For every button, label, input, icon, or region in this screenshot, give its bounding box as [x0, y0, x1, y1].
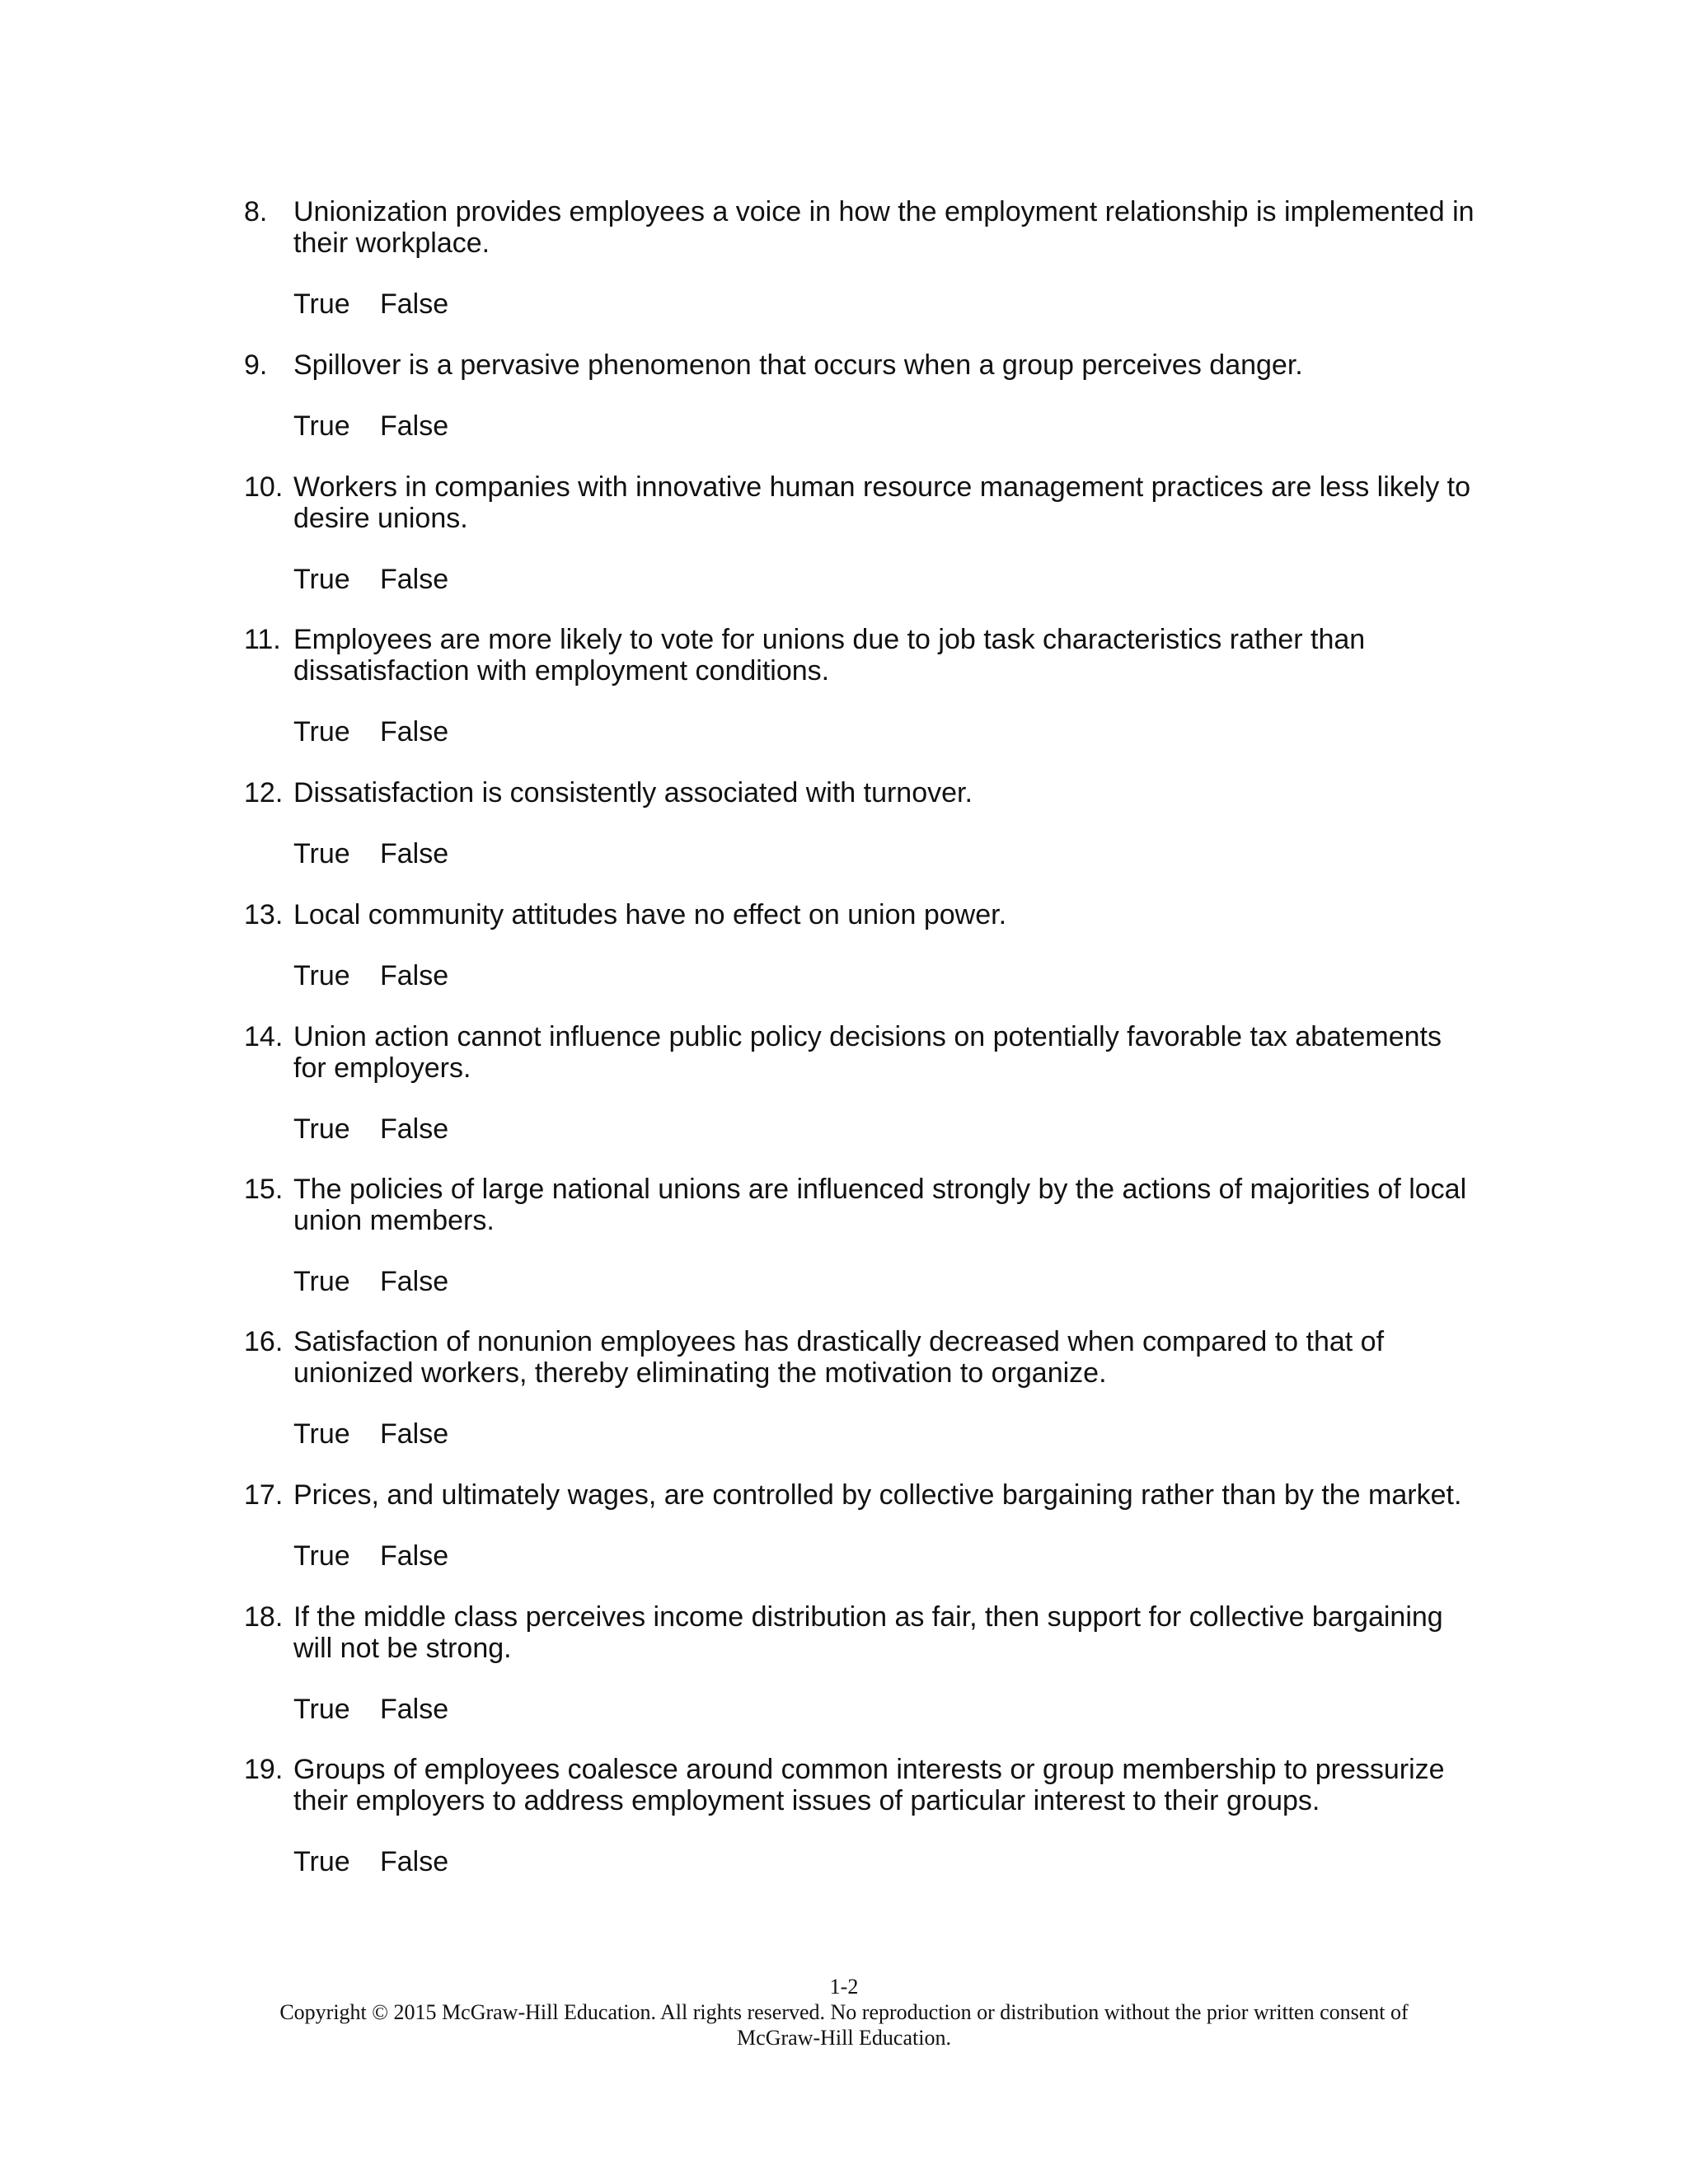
answer-options [293, 1846, 448, 1877]
option-true[interactable]: True [293, 1846, 350, 1877]
page-number: 1-2 [829, 1975, 859, 1999]
answer-options [293, 1266, 448, 1297]
question-text: Employees are more likely to vote for unions due to job task characteristics rather than dissatisfaction with employment conditions. [293, 624, 1366, 687]
option-true[interactable]: True [293, 1266, 350, 1297]
option-true[interactable]: True [293, 960, 350, 991]
option-true[interactable]: True [293, 288, 350, 320]
question-text: Prices, and ultimately wages, are controlled by collective bargaining rather than by the market. [293, 1479, 1462, 1511]
question-number: 10. [244, 471, 284, 503]
answer-options [293, 410, 448, 442]
question-number: 13. [244, 899, 284, 930]
option-false[interactable]: False [380, 288, 449, 320]
option-true[interactable]: True [293, 1418, 350, 1450]
question-number: 8. [244, 196, 268, 227]
option-true[interactable]: True [293, 716, 350, 748]
question-number: 16. [244, 1326, 284, 1357]
answer-options [293, 1418, 448, 1450]
answer-options [293, 1113, 448, 1145]
option-true[interactable]: True [293, 1113, 350, 1145]
question-text: If the middle class perceives income distribution as fair, then support for collective bargaining will not be strong. [293, 1601, 1443, 1664]
option-true[interactable]: True [293, 564, 350, 595]
question-number: 14. [244, 1021, 284, 1052]
option-false[interactable]: False [380, 1418, 449, 1450]
copyright-notice-continued: McGraw-Hill Education. [737, 2026, 951, 2050]
answer-options [293, 1540, 448, 1572]
option-false[interactable]: False [380, 1113, 449, 1145]
option-false[interactable]: False [380, 564, 449, 595]
question-text: Local community attitudes have no effect on union power. [293, 899, 1007, 930]
question-text: Spillover is a pervasive phenomenon that occurs when a group perceives danger. [293, 349, 1303, 381]
question-number: 17. [244, 1479, 284, 1511]
option-false[interactable]: False [380, 838, 449, 869]
answer-options [293, 716, 448, 748]
question-text: Workers in companies with innovative human resource management practices are less likely to desire unions. [293, 471, 1471, 534]
option-false[interactable]: False [380, 716, 449, 748]
question-number: 9. [244, 349, 268, 381]
question-text: Union action cannot influence public policy decisions on potentially favorable tax abatements for employers. [293, 1021, 1442, 1084]
question-number: 18. [244, 1601, 284, 1633]
answer-options [293, 960, 448, 991]
question-text: Groups of employees coalesce around common interests or group membership to pressurize their employers to address employment issues of particular interest to their groups. [293, 1754, 1445, 1816]
option-false[interactable]: False [380, 1266, 449, 1297]
page-footer [0, 1974, 1688, 2050]
question-text: The policies of large national unions are influenced strongly by the actions of majorities of local union members. [293, 1174, 1467, 1236]
question-text: Satisfaction of nonunion employees has drastically decreased when compared to that of unionized workers, thereby eliminating the motivation to organize. [293, 1326, 1385, 1389]
option-true[interactable]: True [293, 1540, 350, 1572]
answer-options [293, 288, 448, 320]
question-number: 11. [244, 624, 281, 655]
answer-options [293, 838, 448, 869]
option-false[interactable]: False [380, 1540, 449, 1572]
answer-options [293, 564, 448, 595]
option-false[interactable]: False [380, 410, 449, 442]
question-text: Dissatisfaction is consistently associated with turnover. [293, 777, 973, 808]
answer-options [293, 1694, 448, 1725]
question-number: 12. [244, 777, 284, 808]
question-text: Unionization provides employees a voice in how the employment relationship is implemented in their workplace. [293, 196, 1475, 259]
option-true[interactable]: True [293, 1694, 350, 1725]
option-true[interactable]: True [293, 838, 350, 869]
question-number: 19. [244, 1754, 284, 1785]
copyright-notice: Copyright © 2015 McGraw-Hill Education. All rights reserved. No reproduction or distribution without the prior written consent of [279, 2000, 1409, 2024]
option-false[interactable]: False [380, 960, 449, 991]
option-false[interactable]: False [380, 1846, 449, 1877]
question-number: 15. [244, 1174, 284, 1205]
option-false[interactable]: False [380, 1694, 449, 1725]
option-true[interactable]: True [293, 410, 350, 442]
